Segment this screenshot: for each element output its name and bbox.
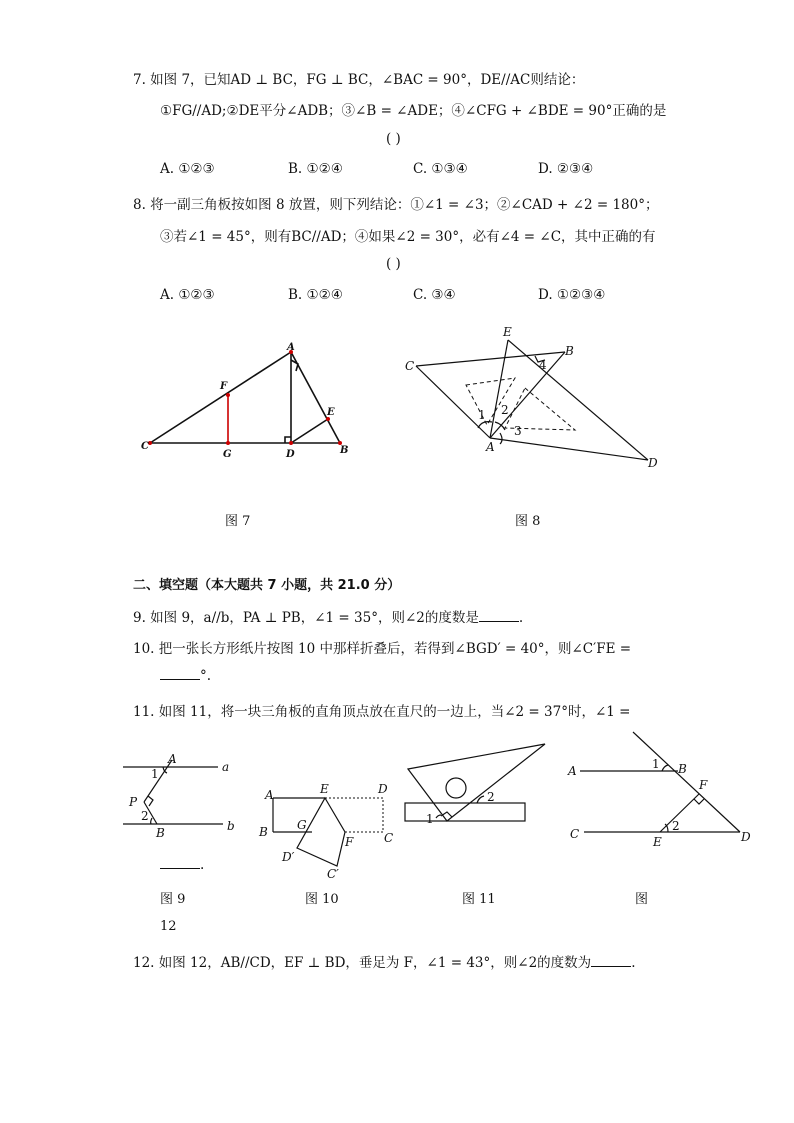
fig8-label-1: 1 — [478, 408, 486, 422]
fig12-label-C: C — [570, 827, 580, 841]
fig11-label-2: 2 — [487, 790, 495, 804]
q8-option-c: C. ③④ — [413, 287, 456, 303]
q7-option-b: B. ①②④ — [288, 161, 343, 177]
q8-answer-paren: ( ) — [386, 256, 401, 272]
fig9-label-b: b — [227, 819, 235, 833]
fig8-label-E: E — [503, 325, 512, 339]
fig7-label-A: A — [287, 342, 295, 353]
fig10-label-G: G — [297, 818, 307, 832]
q7-line1: 7. 如图 7，已知AD ⊥ BC，FG ⊥ BC，∠BAC = 90°，DE//AC则结论： — [133, 72, 585, 88]
fig11-caption: 图 11 — [462, 892, 496, 907]
fig12-label-E: E — [653, 835, 662, 849]
fig10-label-D: D — [378, 782, 388, 796]
fig10-label-Cprime: C′ — [327, 867, 339, 881]
fig12-label-D: D — [741, 830, 751, 844]
q10-line1: 10. 把一张长方形纸片按图 10 中那样折叠后，若得到∠BGD′ = 40°，则∠C′FE = — [133, 641, 632, 657]
fig7-label-E: E — [327, 407, 335, 418]
fig12-label-B: B — [678, 762, 687, 776]
fig10-label-F: F — [345, 835, 354, 849]
fig12-label-A: A — [568, 764, 577, 778]
fig12-label-F: F — [699, 778, 708, 792]
fig8-label-D: D — [648, 456, 658, 470]
q11-line1: 11. 如图 11，将一块三角板的直角顶点放在直尺的一边上，当∠2 = 37°时，∠1 = — [133, 704, 631, 720]
q9-text: 9. 如图 9，a//b，PA ⊥ PB，∠1 = 35°，则∠2的度数是 — [133, 610, 479, 626]
q12-line — [133, 951, 635, 971]
fig10-label-A: A — [265, 788, 274, 802]
fig7-label-F: F — [220, 381, 228, 392]
fig8-caption: 图 8 — [515, 514, 541, 529]
fig9-label-1: 1 — [151, 767, 159, 781]
q9-end: . — [518, 610, 524, 626]
fig11-label-1: 1 — [426, 812, 434, 826]
q8-line1: 8. 将一副三角板按如图 8 放置，则下列结论：①∠1 = ∠3；②∠CAD + ∠2 = 180°； — [133, 197, 659, 213]
q12-answer-blank[interactable] — [591, 966, 631, 967]
q7-option-c: C. ①③④ — [413, 161, 468, 177]
q8-option-a: A. ①②③ — [160, 287, 215, 303]
q11-end: . — [200, 857, 205, 873]
fig9-label-a: a — [222, 760, 230, 774]
fig8-label-4: 4 — [539, 358, 547, 372]
fig8-label-2: 2 — [501, 403, 509, 417]
fig9-label-B: B — [156, 826, 165, 840]
fig12-segment-BD — [633, 732, 740, 832]
fig7-label-D: D — [286, 449, 295, 460]
fig12-caption-2: 12 — [160, 919, 177, 934]
q10-end: °. — [200, 668, 212, 684]
q7-line2: ①FG//AD;②DE平分∠ADB；③∠B = ∠ADE；④∠CFG + ∠BDE = 90°正确的是 — [160, 103, 667, 119]
q12-end: . — [631, 955, 636, 971]
fig8-label-B: B — [565, 344, 574, 358]
q8-option-d: D. ①②③④ — [538, 287, 606, 303]
fig9-label-P: P — [129, 795, 138, 809]
fig10-label-Dprime: D′ — [282, 850, 295, 864]
fig7-label-G: G — [223, 449, 232, 460]
fig8-label-3: 3 — [514, 424, 522, 438]
q7-option-d: D. ②③④ — [538, 161, 594, 177]
q7-answer-paren: ( ) — [386, 131, 401, 147]
fig10-caption: 图 10 — [305, 892, 339, 907]
fig9-caption: 图 9 — [160, 892, 186, 907]
fig10-label-C: C — [384, 831, 394, 845]
q12-text: 12. 如图 12，AB//CD，EF ⊥ BD，垂足为 F，∠1 = 43°，则∠2的度数为 — [133, 955, 592, 971]
fig8-label-A: A — [486, 440, 495, 454]
q7-option-a: A. ①②③ — [160, 161, 215, 177]
fig12-caption-1: 图 — [635, 892, 649, 907]
fig10-label-B: B — [259, 825, 268, 839]
fig10-label-E: E — [320, 782, 329, 796]
fig7-caption: 图 7 — [225, 514, 251, 529]
section-2-title: 二、填空题（本大题共 7 小题，共 21.0 分） — [133, 578, 401, 593]
fig9-label-2: 2 — [141, 809, 149, 823]
fig9-label-A: A — [168, 752, 177, 766]
fig8-label-C: C — [405, 359, 415, 373]
fig7-label-C: C — [141, 441, 149, 452]
q8-line2: ③若∠1 = 45°，则有BC//AD；④如果∠2 = 30°，必有∠4 = ∠C，其中正确的有 — [160, 229, 656, 245]
fig12-label-1: 1 — [652, 757, 660, 771]
fig7-label-B: B — [340, 445, 349, 456]
q8-option-b: B. ①②④ — [288, 287, 343, 303]
fig12-label-2: 2 — [672, 819, 680, 833]
